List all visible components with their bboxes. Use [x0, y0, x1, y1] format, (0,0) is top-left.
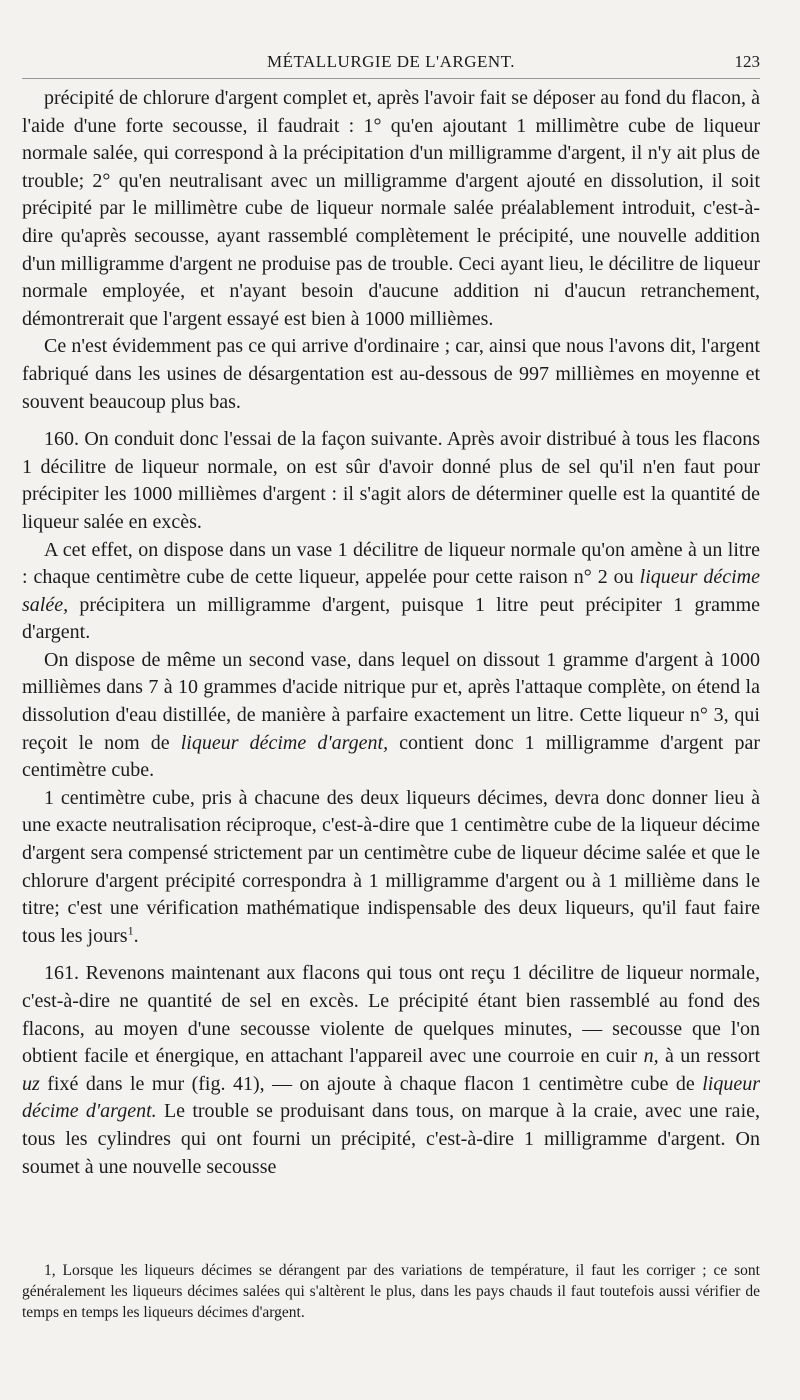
- paragraph-161: [22, 960, 760, 1181]
- body-text: [22, 85, 760, 1181]
- paragraph-160: [22, 426, 760, 536]
- text-run: précipité de chlorure d'argent complet et, après l'avoir fait se déposer au fond du flacon, à l'aide d'une forte secousse, il faudrait : 1° qu'en ajoutant 1 millimètre cube de liqueur normale salée, qui correspond à la précipitation d'un milligramme d'argent, il n'y ait plus de trouble; 2° qu'en neutralisant avec un milligramme d'argent ajouté en dissolution, il soit précipité par le millimètre cube de liqueur normale salée préalablement introduit, c'est-à-dire qu'après secousse, ayant rassemblé complètement le précipité, une nouvelle addition d'un milligramme d'argent ne produise pas de trouble. Ceci ayant lieu, le décilitre de liqueur normale employée, et n'ayant besoin d'aucune addition ni d'aucun retranchement, démontrerait que l'argent essayé est bien à 1000 millièmes.: [22, 87, 760, 330]
- paragraph-decime-argent: [22, 647, 760, 785]
- text-run: 161. Revenons maintenant aux flacons qui tous ont reçu 1 décilitre de liqueur normale, c'est-à-dire ne quantité de sel en excès. Le précipité étant bien rassemblé au fond des flacons, au moyen d'une secousse violente de quelques minutes, — secousse que l'on obtient facile et énergique, en attachant l'appareil avec une courroie en cuir: [22, 962, 760, 1068]
- paragraph-neutralisation: [22, 785, 760, 951]
- page-header: [22, 52, 760, 79]
- footnote-number: 1,: [44, 1262, 56, 1279]
- page-number: 123: [734, 52, 760, 71]
- footnotes: [22, 1260, 760, 1323]
- italic-term: uz: [22, 1072, 40, 1095]
- italic-term: liqueur décime d'argent,: [180, 731, 389, 754]
- text-run: Le trouble se produisant dans tous, on marque à la craie, avec une raie, tous les cylindres qui ont fourni un précipité, c'est-à-dire 1 milligramme d'argent. On soumet à une nouvelle secousse: [22, 1100, 760, 1178]
- footnote-text: Lorsque les liqueurs décimes se dérangent par des variations de température, il faut les corriger ; ce sont généralement les liqueurs décimes salées qui s'altèrent le plus, dans les pays chauds il faut toutefois aussi vérifier de temps en temps les liqueurs décimes d'argent.: [22, 1262, 760, 1321]
- paragraph-ordinary-silver: [22, 333, 760, 416]
- text-run: contient donc 1 milligramme d'argent par centimètre cube.: [22, 731, 760, 782]
- paragraph-continuation: [22, 85, 760, 333]
- text-run: .: [133, 924, 139, 947]
- footnote-ref: 1: [127, 923, 134, 938]
- text-run: Ce n'est évidemment pas ce qui arrive d'ordinaire ; car, ainsi que nous l'avons dit, l'argent fabriqué dans les usines de désargentation est au-dessous de 997 millièmes en moyenne et souvent beaucoup plus bas.: [22, 335, 760, 413]
- italic-term: liqueur décime salée,: [22, 566, 761, 616]
- italic-term: n,: [643, 1045, 659, 1068]
- text-run: 1 centimètre cube, pris à chacune des deux liqueurs décimes, devra donc donner lieu à une exacte neutralisation réciproque, c'est-à-dire que 1 centimètre cube de la liqueur décime d'argent sera compensé strictement par un centimètre cube de liqueur décime salée et que le chlorure d'argent précipité correspondra à 1 milligramme d'argent ou à 1 millième dans le titre; c'est une vérification mathématique indispensable des deux liqueurs, qu'il faut faire tous les jours: [22, 786, 760, 947]
- text-run: On dispose de même un second vase, dans lequel on dissout 1 gramme d'argent à 1000 millièmes dans 7 à 10 grammes d'acide nitrique pur et, après l'attaque complète, on étend la dissolution d'eau distillée, de manière à parfaire exactement un litre. Cette liqueur n° 3, qui reçoit le nom de: [22, 648, 760, 754]
- text-run: fixé dans le mur (fig. 41), — on ajoute à chaque flacon 1 centimètre cube de: [39, 1072, 703, 1095]
- text-run: 160. On conduit donc l'essai de la façon suivante. Après avoir distribué à tous les flacons 1 décilitre de liqueur normale, on est sûr d'avoir donné plus de sel qu'il n'en faut pour précipiter les 1000 millièmes d'argent : il s'agit alors de déterminer quelle est la quantité de liqueur salée en excès.: [22, 428, 760, 533]
- italic-term: liqueur décime d'argent.: [22, 1072, 760, 1123]
- footnote-1: [22, 1260, 760, 1323]
- text-run: à un ressort: [658, 1045, 760, 1068]
- text-run: précipitera un milligramme d'argent, puisque 1 litre peut précipiter 1 gramme d'argent.: [22, 593, 760, 644]
- running-title: MÉTALLURGIE DE L'ARGENT.: [266, 52, 516, 71]
- text-run: A cet effet, on dispose dans un vase 1 décilitre de liqueur normale qu'on amène à un litre : chaque centimètre cube de cette liqueur, appelée pour cette raison n° 2 ou: [22, 538, 760, 589]
- paragraph-decime-salee: [22, 537, 760, 647]
